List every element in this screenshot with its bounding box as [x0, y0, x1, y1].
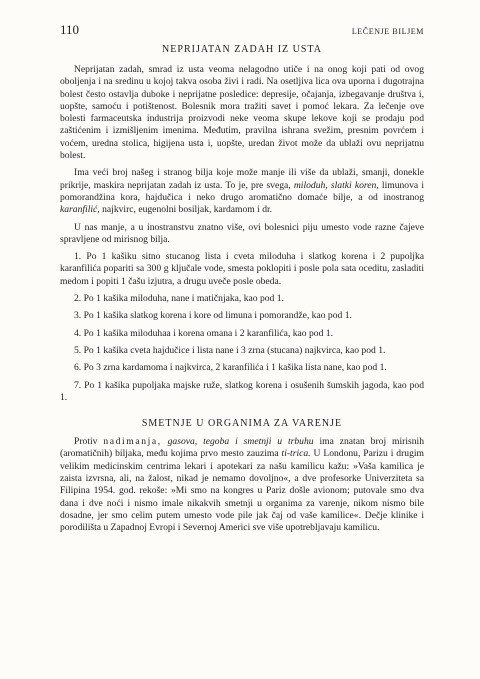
recipe-4: 4. Po 1 kašika miloduhaa i korena omana i 2 karanfilića, kao pod 1.	[74, 327, 333, 339]
recipe-1: 1. Po 1 kašiku sitno stucanog lista i cveta miloduha i slatkog korena i 2 pupoljka karanfilića popariti sa 300 g ključale vode, smesta poklopiti i posle pola sata oceditu, zasladiti medom i popiti 1 čašu izjutra, a drugu uveče posle obeda.	[60, 251, 424, 287]
paragraph-teas: U nas manje, a u inostranstvu znatno više, ovi bolesnici piju umesto vode razne čajeve spravljene od mirisnog bilja.	[60, 221, 424, 245]
recipe-6: 6. Po 3 zrna kardamoma i najkvirca, 2 karanfilića i 1 kašika lista nane, kao pod 1.	[74, 362, 387, 374]
section-title-digestion: SMETNJE U ORGANIMA ZA VARENJE	[141, 418, 343, 430]
recipe-2: 2. Po 1 kašika miloduha, nane i matičnjaka, kao pod 1.	[74, 293, 284, 305]
paragraph-herbs: Ima veći broj našeg i stranog bilja koje može manje ili više da ublaži, smanji, donekle prikrije, maskira neprijatan zadah iz usta. To je, pre svega, miloduh, slatki koren, limunova i pomorandžina kora, hajdučica i neko drugo aromatično domaće bilje, a od inostranog karanfilić, najkvirc, eugenolni bosiljak, kardamom i dr.	[60, 167, 425, 216]
paragraph-intro: Neprijatan zadah, smrad iz usta veoma nelagodno utiče i na onog koji pati od ovog oboljenja i na sredinu u kojoj takva osoba živi i radi. Na osetljiva lica ova uporna i dugotrajna bolest često ostavlja duboke i neprijatne posledice: depresije, očajanja, izbegavanje društva i, uopšte, samoću i potištenost. Bolesnik mora tražiti savet i pomoć lekara. Za lečenje ove bolesti farmaceutska industrija proizvodi neke veoma skupe lekove koji se prodaju pod zaštićenim i izmišljenim imenima. Međutim, pravilna ishrana svežim, presnim povrćem i voćem, uredna stolica, higijena usta i, uopšte, uredan život može da ublaži ovu neprijatnu bolest.	[60, 64, 424, 162]
recipe-3: 3. Po 1 kašika slatkog korena i kore od limuna i pomorandže, kao pod 1.	[74, 310, 352, 322]
running-head	[60, 22, 424, 40]
running-title: LEČENJE BILJEM	[351, 27, 424, 36]
recipe-5: 5. Po 1 kašika cveta hajdučice i lista nane i 3 zrna (stucana) najkvirca, kao pod 1.	[74, 344, 386, 356]
page-number: 110	[60, 22, 80, 37]
recipe-7: 7. Po 1 kašika pupoljaka majske ruže, slatkog korena i osušenih šumskih jagoda, kao pod 1.	[60, 379, 424, 403]
section-title-bad-breath: NEPRIJATAN ZADAH IZ USTA	[162, 44, 322, 55]
paragraph-digestion: Protiv nadimanja, gasova, tegoba i smetnji u trbuhu ima znatan broj mirisnih (aromatičnih) biljaka, među kojima prvo mesto zauzima ti-trica. U Londonu, Parizu i drugim velikim medicinskim centrima lekari i apotekari za našu kamilicu kažu: »Vaša kamilica je zaista izvrsna, ali, na žalost, nikad je nemamo dovoljno«, a dve profesorke Univerziteta sa Filipina 1954. god. rekoše: »Mi smo na kongres u Pariz došle avionom; putovale smo dva dana i dve noći i nismo imale nikakvih smetnji u organima za varenje, nikom nismo bile dosadne, jer smo celim putem umesto vode pile jak čaj od vaše kamilice«. Dečje klinike i porodilišta u Zapadnoj Evropi i Severnoj Americi sve više upotrebljavaju kamilicu.	[60, 436, 425, 534]
